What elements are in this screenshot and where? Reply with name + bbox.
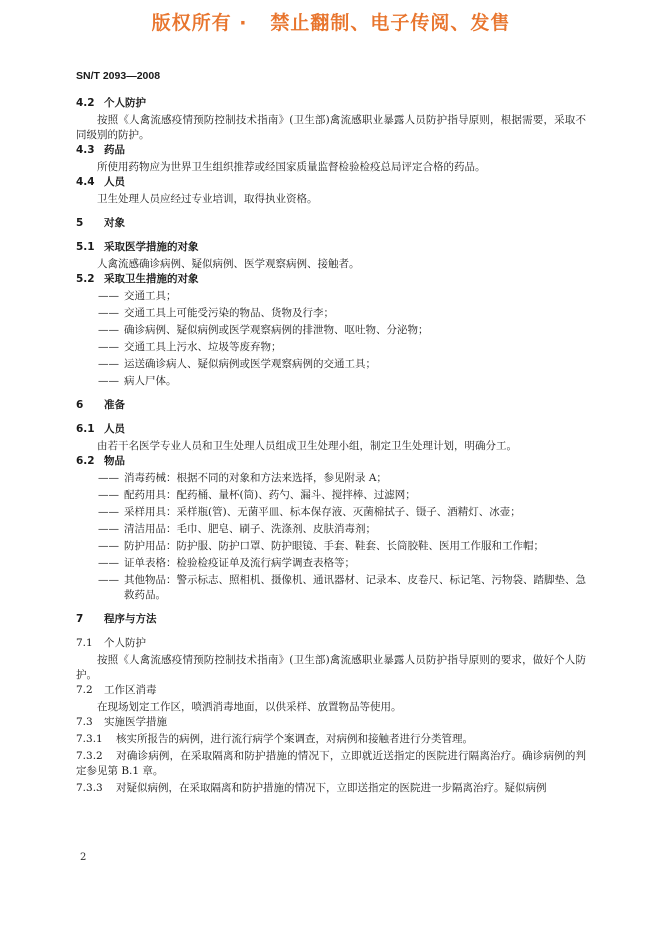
section-title: 实施医学措施 bbox=[104, 716, 167, 728]
section-number: 5 bbox=[76, 217, 84, 229]
section-title: 个人防护 bbox=[104, 97, 146, 109]
clause-text: 核实所报告的病例，进行流行病学个案调查，对病例和接触者进行分类管理。 bbox=[116, 733, 473, 745]
section-title: 物品 bbox=[104, 455, 125, 467]
list-dash: —— bbox=[98, 472, 119, 484]
list-dash: —— bbox=[98, 324, 119, 336]
list-dash: —— bbox=[98, 341, 119, 353]
list-dash: —— bbox=[98, 307, 119, 319]
list-item-text: 消毒药械：根据不同的对象和方法来选择，参见附录 A； bbox=[124, 472, 387, 484]
section-heading bbox=[76, 398, 586, 413]
list-item-text: 采样用具：采样瓶(管)、无菌平皿、标本保存液、灭菌棉拭子、镊子、酒精灯、冰壶； bbox=[124, 506, 521, 518]
section-heading bbox=[76, 454, 586, 469]
list-dash: —— bbox=[98, 540, 119, 552]
section-heading bbox=[76, 272, 586, 287]
list-dash: —— bbox=[98, 375, 119, 387]
list-dash: —— bbox=[98, 506, 119, 518]
list-dash: —— bbox=[98, 358, 119, 370]
section-heading bbox=[76, 612, 586, 627]
list-item-text: 交通工具上可能受污染的物品、货物及行李； bbox=[124, 307, 334, 319]
section-heading bbox=[76, 422, 586, 437]
clause-text: 对疑似病例，在采取隔离和防护措施的情况下，立即送指定的医院进一步隔离治疗。疑似病例 bbox=[116, 782, 547, 794]
list-dash: —— bbox=[98, 523, 119, 535]
paragraph: 卫生处理人员应经过专业培训，取得执业资格。 bbox=[97, 193, 318, 205]
paragraph: 在现场划定工作区，喷洒消毒地面，以供采样、放置物品等使用。 bbox=[97, 701, 402, 713]
list-item bbox=[76, 556, 586, 571]
list-item-text: 防护用品：防护服、防护口罩、防护眼镜、手套、鞋套、长筒胶鞋、医用工作服和工作帽； bbox=[124, 540, 544, 552]
clause-number: 7.3.1 bbox=[76, 733, 103, 745]
numbered-paragraph bbox=[76, 749, 586, 779]
paragraph: 按照《人禽流感疫情预防控制技术指南》(卫生部)禽流感职业暴露人员防护指导原则的要求，做好个人防护。 bbox=[76, 654, 586, 681]
list-dash: —— bbox=[98, 574, 119, 586]
list-item bbox=[76, 522, 586, 537]
document-body bbox=[76, 96, 586, 796]
list-item bbox=[76, 488, 586, 503]
section-number: 7.1 bbox=[76, 637, 93, 649]
section-heading bbox=[76, 715, 586, 730]
watermark-banner: 版权所有 · 禁止翻制、电子传阅、发售 bbox=[151, 12, 511, 34]
section-number: 7.3 bbox=[76, 716, 93, 728]
list-dash: —— bbox=[98, 557, 119, 569]
standard-code: SN/T 2093—2008 bbox=[76, 70, 161, 82]
list-item bbox=[76, 471, 586, 486]
section-number: 4.3 bbox=[76, 144, 95, 156]
section-title: 人员 bbox=[104, 176, 125, 188]
section-number: 6.2 bbox=[76, 455, 95, 467]
section-title: 药品 bbox=[104, 144, 125, 156]
section-title: 人员 bbox=[104, 423, 125, 435]
list-item bbox=[76, 539, 586, 554]
section-title: 对象 bbox=[104, 217, 125, 229]
section-number: 6 bbox=[76, 399, 84, 411]
list-item-text: 运送确诊病人、疑似病例或医学观察病例的交通工具； bbox=[124, 358, 376, 370]
list-item bbox=[76, 289, 586, 304]
clause-number: 7.3.2 bbox=[76, 750, 103, 762]
list-item-text: 交通工具上污水、垃圾等废弃物； bbox=[124, 341, 282, 353]
section-number: 6.1 bbox=[76, 423, 95, 435]
list-dash: —— bbox=[98, 290, 119, 302]
section-number: 5.1 bbox=[76, 241, 95, 253]
section-heading bbox=[76, 636, 586, 651]
list-item-text: 交通工具； bbox=[124, 290, 177, 302]
clause-number: 7.3.3 bbox=[76, 782, 103, 794]
numbered-paragraph bbox=[76, 732, 586, 747]
list-item bbox=[76, 505, 586, 520]
list-item-text: 证单表格：检验检疫证单及流行病学调查表格等； bbox=[124, 557, 355, 569]
list-item-text: 确诊病例、疑似病例或医学观察病例的排泄物、呕吐物、分泌物； bbox=[124, 324, 429, 336]
section-title: 采取卫生措施的对象 bbox=[104, 273, 199, 285]
section-title: 工作区消毒 bbox=[104, 684, 157, 696]
section-heading bbox=[76, 683, 586, 698]
list-item-text: 清洁用品：毛巾、肥皂、刷子、洗涤剂、皮肤消毒剂； bbox=[124, 523, 376, 535]
list-item bbox=[76, 374, 586, 389]
section-number: 4.4 bbox=[76, 176, 95, 188]
list-item-text: 病人尸体。 bbox=[124, 375, 177, 387]
page-number: 2 bbox=[80, 852, 87, 863]
list-item bbox=[76, 340, 586, 355]
list-item bbox=[76, 357, 586, 372]
section-title: 个人防护 bbox=[104, 637, 146, 649]
section-heading bbox=[76, 240, 586, 255]
list-item-text: 其他物品：警示标志、照相机、摄像机、通讯器材、记录本、皮卷尺、标记笔、污物袋、踏脚垫、急救药品。 bbox=[124, 574, 586, 601]
list-item bbox=[76, 573, 586, 603]
paragraph: 人禽流感确诊病例、疑似病例、医学观察病例、接触者。 bbox=[97, 258, 360, 270]
section-heading bbox=[76, 143, 586, 158]
section-heading bbox=[76, 216, 586, 231]
section-heading bbox=[76, 175, 586, 190]
section-title: 准备 bbox=[104, 399, 125, 411]
clause-text: 对确诊病例，在采取隔离和防护措施的情况下，立即就近送指定的医院进行隔离治疗。确诊病例的判定参见第 B.1 章。 bbox=[76, 750, 586, 777]
section-title: 程序与方法 bbox=[104, 613, 157, 625]
section-number: 7.2 bbox=[76, 684, 93, 696]
section-title: 采取医学措施的对象 bbox=[104, 241, 199, 253]
list-item-text: 配药用具：配药桶、量杯(筒)、药勺、漏斗、搅拌棒、过滤网； bbox=[124, 489, 416, 501]
paragraph: 由若干名医学专业人员和卫生处理人员组成卫生处理小组，制定卫生处理计划，明确分工。 bbox=[97, 440, 517, 452]
paragraph: 所使用药物应为世界卫生组织推荐或经国家质量监督检验检疫总局评定合格的药品。 bbox=[97, 161, 486, 173]
numbered-paragraph bbox=[76, 781, 586, 796]
list-dash: —— bbox=[98, 489, 119, 501]
list-item bbox=[76, 306, 586, 321]
section-number: 4.2 bbox=[76, 97, 95, 109]
section-number: 7 bbox=[76, 613, 84, 625]
paragraph: 按照《人禽流感疫情预防控制技术指南》(卫生部)禽流感职业暴露人员防护指导原则，根据需要，采取不同级别的防护。 bbox=[76, 114, 586, 141]
list-item bbox=[76, 323, 586, 338]
section-heading bbox=[76, 96, 586, 111]
section-number: 5.2 bbox=[76, 273, 95, 285]
